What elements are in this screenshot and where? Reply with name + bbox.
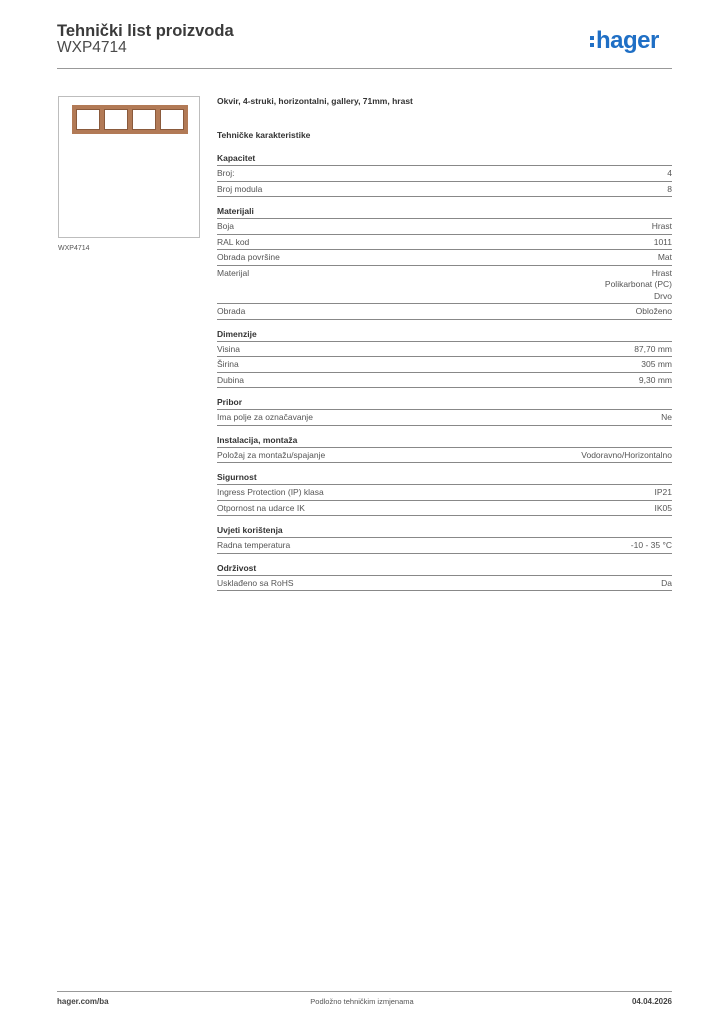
frame-opening <box>160 109 184 130</box>
spec-heading: Tehničke karakteristike <box>217 130 311 140</box>
spec-row <box>217 219 672 235</box>
footer-divider <box>57 991 672 992</box>
spec-value <box>658 252 672 264</box>
spec-value-line: Mat <box>657 252 672 262</box>
section-title: Kapacitet <box>217 152 672 166</box>
spec-value <box>667 184 672 196</box>
footer-note: Podložno tehničkim izmjenama <box>310 997 414 1006</box>
spec-label: Širina <box>217 359 239 369</box>
spec-label: Ingress Protection (IP) klasa <box>217 487 324 497</box>
spec-section <box>217 152 672 197</box>
section-title: Instalacija, montaža <box>217 434 672 448</box>
frame-opening <box>104 109 128 130</box>
spec-row <box>217 266 672 305</box>
spec-value <box>655 487 673 499</box>
page-title: Tehnički list proizvoda <box>57 22 234 40</box>
spec-row <box>217 410 672 426</box>
spec-label: Ima polje za označavanje <box>217 412 313 422</box>
spec-value-line: Ne <box>661 412 672 422</box>
section-title: Uvjeti korištenja <box>217 524 672 538</box>
product-code: WXP4714 <box>57 39 127 56</box>
spec-row <box>217 250 672 266</box>
spec-row <box>217 448 672 464</box>
header-divider <box>57 68 672 69</box>
spec-row <box>217 501 672 517</box>
spec-section <box>217 434 672 464</box>
spec-label: Broj: <box>217 168 235 178</box>
section-title: Materijali <box>217 205 672 219</box>
spec-value <box>655 503 673 515</box>
spec-value-line: 305 mm <box>641 359 672 369</box>
spec-section <box>217 328 672 389</box>
spec-value-line: Hrast <box>651 221 672 231</box>
product-image <box>58 96 200 238</box>
spec-value <box>667 168 672 180</box>
spec-row <box>217 538 672 554</box>
spec-value-line: 4 <box>667 168 672 178</box>
spec-label: Materijal <box>217 267 250 278</box>
spec-value-line: 1011 <box>653 236 672 247</box>
footer-website: hager.com/ba <box>57 997 109 1006</box>
spec-label: Dubina <box>217 374 244 385</box>
spec-value <box>652 221 672 233</box>
section-title: Održivost <box>217 562 672 576</box>
logo-dots-icon <box>590 36 594 47</box>
section-title: Pribor <box>217 396 672 410</box>
spec-row <box>217 357 672 373</box>
spec-row <box>217 304 672 320</box>
spec-value <box>631 540 672 552</box>
spec-label: Radna temperatura <box>217 540 291 550</box>
frame-illustration <box>72 105 188 134</box>
spec-section <box>217 396 672 426</box>
image-caption: WXP4714 <box>58 245 90 252</box>
spec-label: Obrada <box>217 306 246 316</box>
spec-label: Otpornost na udarce IK <box>217 502 305 513</box>
product-description: Okvir, 4-struki, horizontalni, gallery, 71mm, hrast <box>217 96 413 106</box>
spec-label: Obrada površine <box>217 252 280 262</box>
spec-value-line: Obloženo <box>635 306 672 316</box>
spec-label: RAL kod <box>217 236 250 247</box>
spec-value <box>661 578 672 590</box>
spec-row <box>217 373 672 389</box>
spec-value <box>654 237 672 249</box>
spec-value-line: 9,30 mm <box>638 374 672 385</box>
spec-value-line: IK05 <box>654 502 672 513</box>
spec-value-line: Hrast <box>651 267 672 278</box>
spec-row <box>217 576 672 592</box>
spec-section <box>217 524 672 554</box>
spec-row <box>217 235 672 251</box>
spec-value <box>639 375 672 387</box>
spec-value <box>634 344 672 356</box>
spec-value-line: 8 <box>667 183 672 194</box>
spec-value <box>661 412 672 424</box>
spec-row <box>217 182 672 198</box>
spec-section <box>217 205 672 320</box>
section-title: Sigurnost <box>217 471 672 485</box>
spec-row <box>217 166 672 182</box>
spec-value <box>636 306 672 318</box>
footer-date: 04.04.2026 <box>631 997 672 1006</box>
spec-section <box>217 471 672 516</box>
spec-label: Broj modula <box>217 183 263 194</box>
spec-value-line: 87,70 mm <box>634 343 672 354</box>
spec-sections <box>217 152 672 591</box>
spec-value-line: -10 - 35 °C <box>630 540 672 550</box>
spec-value-line: Drvo <box>654 290 672 301</box>
spec-row <box>217 342 672 358</box>
spec-value-line: Vodoravno/Horizontalno <box>581 449 672 460</box>
spec-section <box>217 562 672 592</box>
spec-value <box>581 450 672 462</box>
spec-content <box>217 96 672 591</box>
spec-value-line: IP21 <box>654 487 672 497</box>
spec-row <box>217 485 672 501</box>
spec-value-line: Da <box>661 577 672 588</box>
spec-value-line: Polikarbonat (PC) <box>604 279 672 289</box>
frame-opening <box>76 109 100 130</box>
hager-logo <box>590 29 659 53</box>
spec-label: Usklađeno sa RoHS <box>217 577 294 588</box>
logo-text: hager <box>596 27 659 54</box>
spec-value <box>605 268 672 303</box>
spec-label: Položaj za montažu/spajanje <box>217 449 326 460</box>
spec-label: Visina <box>217 343 240 354</box>
section-title: Dimenzije <box>217 328 672 342</box>
frame-opening <box>132 109 156 130</box>
spec-label: Boja <box>217 221 235 231</box>
spec-value <box>641 359 672 371</box>
